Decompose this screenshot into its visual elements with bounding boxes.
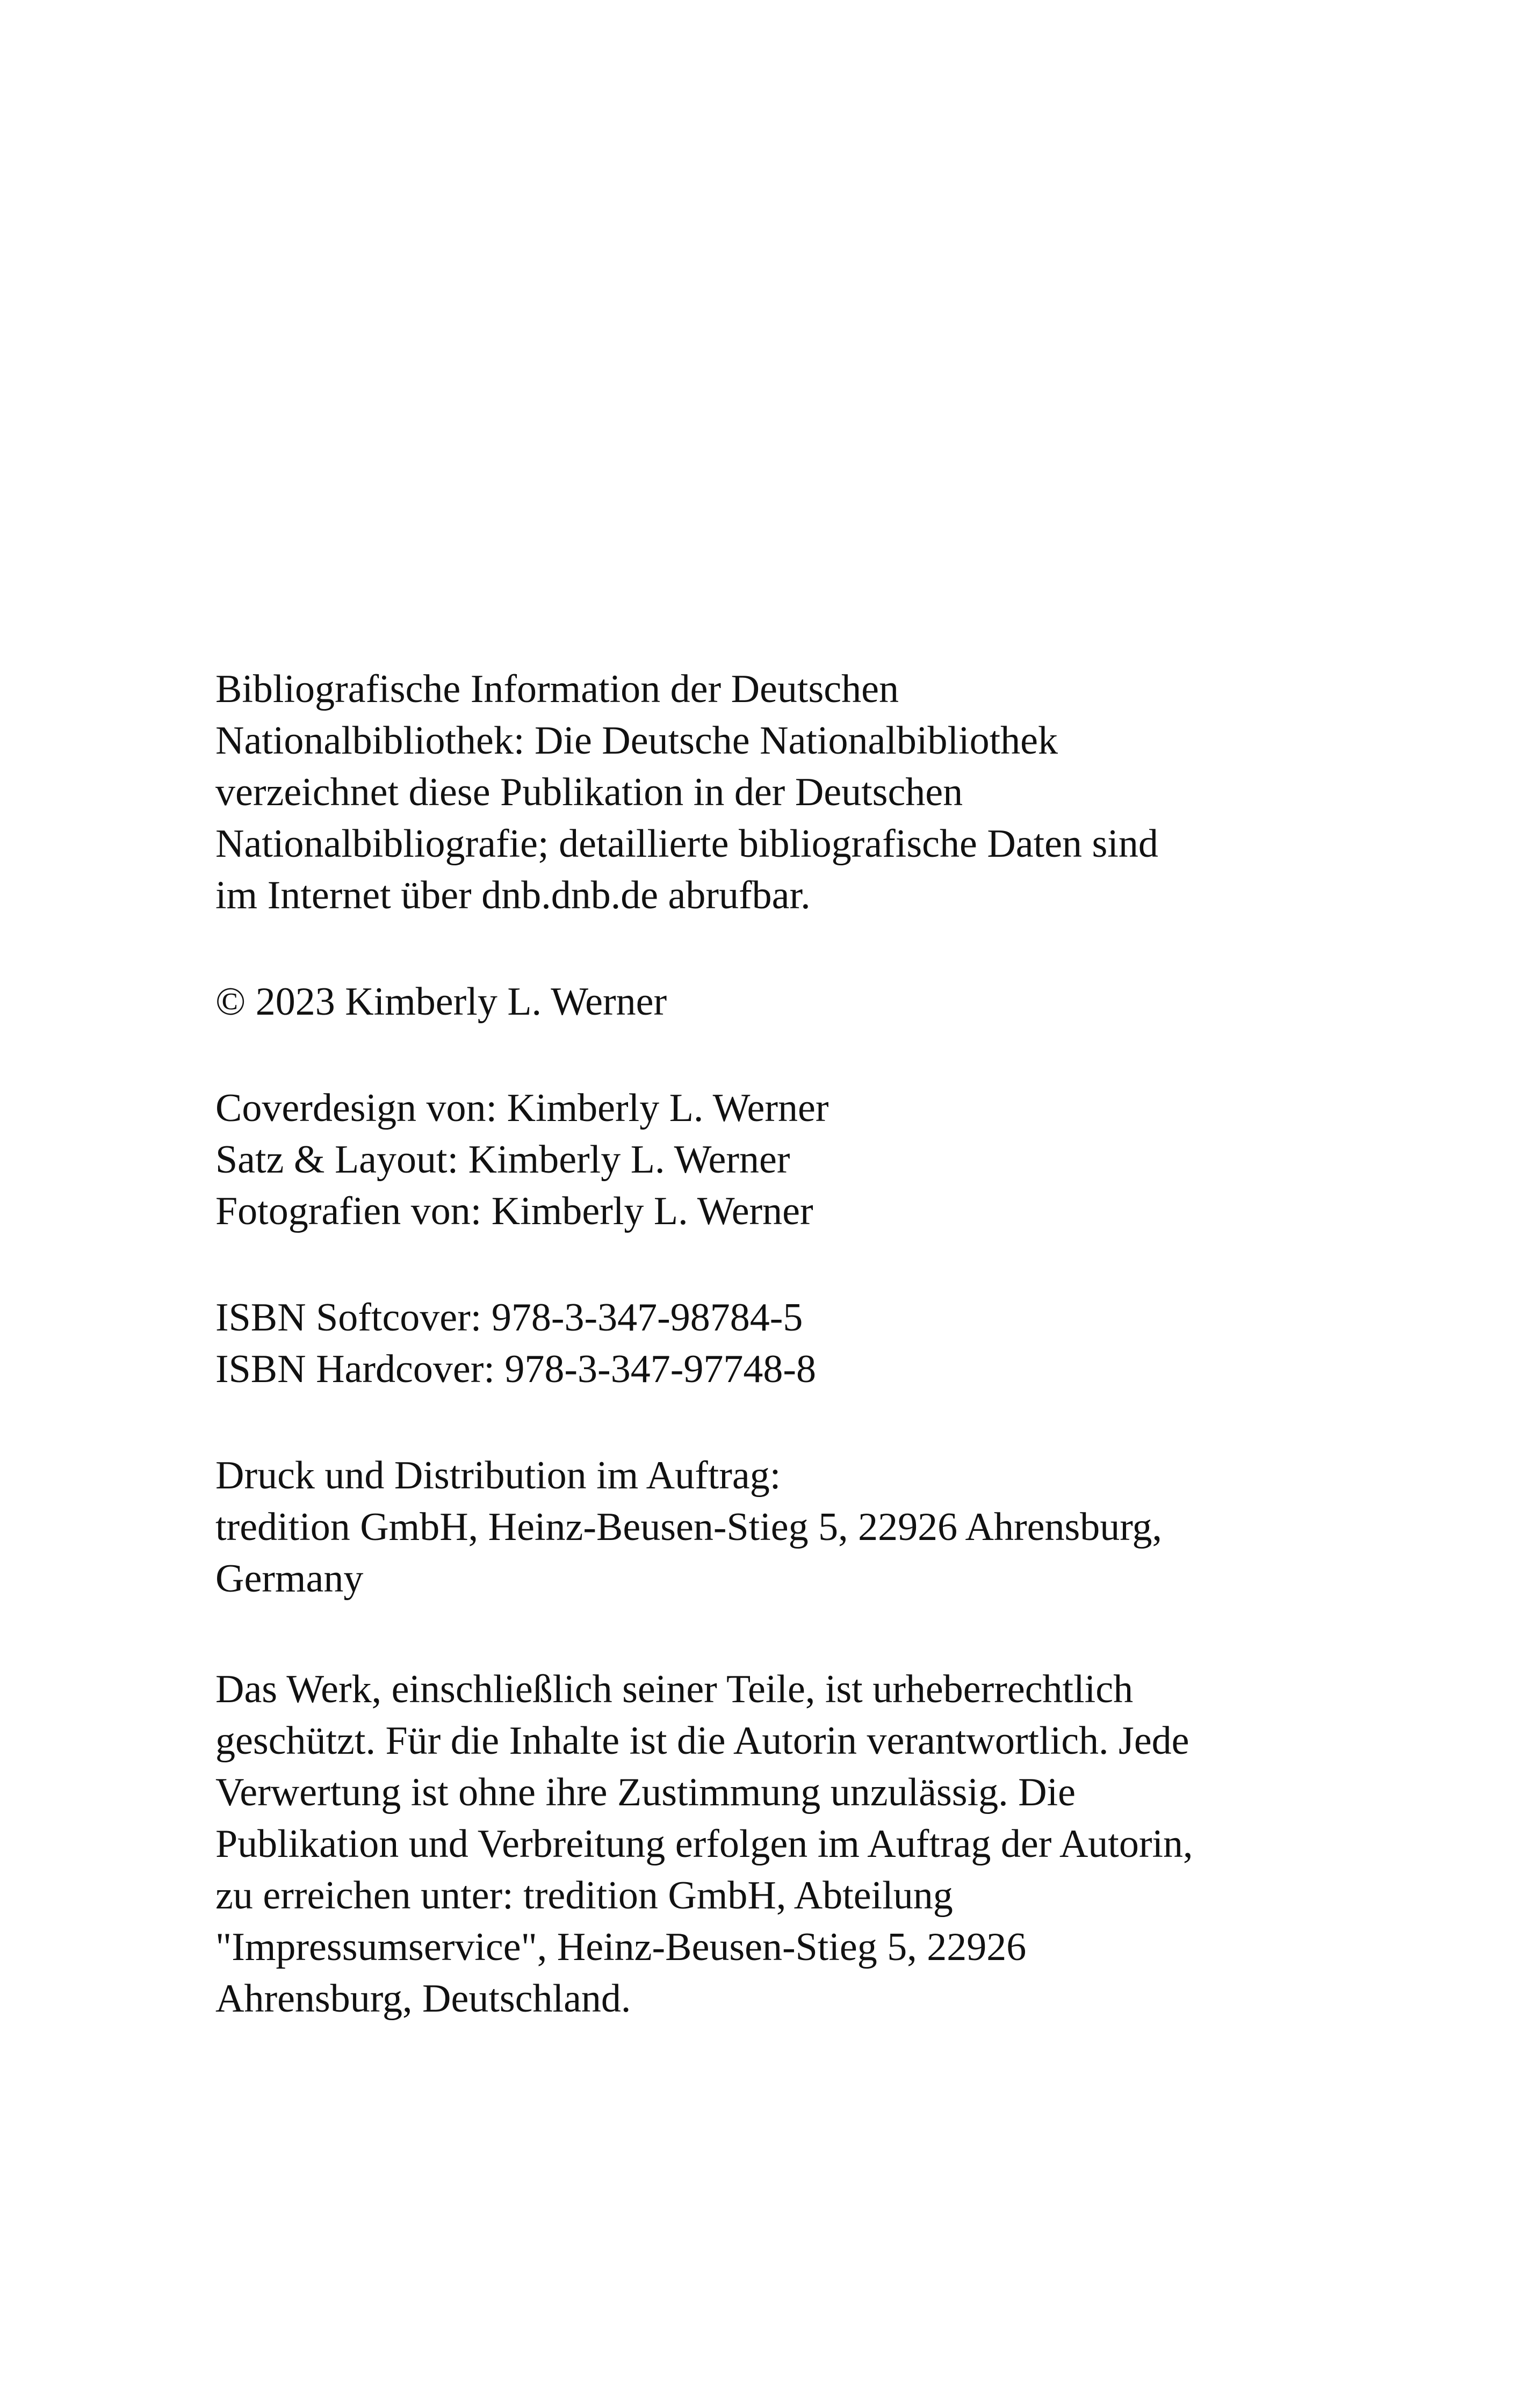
distribution-block bbox=[215, 1450, 1333, 1604]
copyright-notice bbox=[215, 976, 1333, 1028]
copyright-line: © 2023 Kimberly L. Werner bbox=[215, 980, 667, 1024]
isbn-softcover: ISBN Softcover: 978-3-347-98784-5 bbox=[215, 1296, 803, 1340]
spacer bbox=[215, 1604, 1333, 1664]
text-line: zu erreichen unter: tredition GmbH, Abteilung bbox=[215, 1874, 953, 1918]
credit-cover-design: Coverdesign von: Kimberly L. Werner bbox=[215, 1086, 829, 1130]
isbn-block bbox=[215, 1292, 1333, 1395]
text-line: Druck und Distribution im Auftrag: bbox=[215, 1454, 781, 1498]
text-line: tredition GmbH, Heinz-Beusen-Stieg 5, 22926 Ahrensburg, bbox=[215, 1505, 1163, 1549]
text-line: Ahrensburg, Deutschland. bbox=[215, 1977, 631, 2021]
text-line: Publikation und Verbreitung erfolgen im Auftrag der Autorin, bbox=[215, 1822, 1193, 1866]
spacer bbox=[215, 1395, 1333, 1450]
text-line: Germany bbox=[215, 1557, 364, 1601]
text-line: im Internet über dnb.dnb.de abrufbar. bbox=[215, 873, 811, 917]
text-line: Verwertung ist ohne ihre Zustimmung unzulässig. Die bbox=[215, 1770, 1076, 1814]
spacer bbox=[215, 1237, 1333, 1292]
credit-photos: Fotografien von: Kimberly L. Werner bbox=[215, 1189, 813, 1233]
text-line: Nationalbibliothek: Die Deutsche Nationalbibliothek bbox=[215, 719, 1058, 763]
spacer bbox=[215, 921, 1333, 976]
text-line: "Impressumservice", Heinz-Beusen-Stieg 5, 22926 bbox=[215, 1925, 1027, 1969]
credits bbox=[215, 1082, 1333, 1237]
text-line: Nationalbibliografie; detaillierte bibliografische Daten sind bbox=[215, 822, 1158, 866]
text-line: Das Werk, einschließlich seiner Teile, ist urheberrechtlich bbox=[215, 1667, 1134, 1711]
text-line: Bibliografische Information der Deutschen bbox=[215, 667, 899, 711]
imprint-page bbox=[215, 663, 1333, 2024]
bibliographic-info bbox=[215, 663, 1333, 921]
credit-layout: Satz & Layout: Kimberly L. Werner bbox=[215, 1138, 790, 1182]
text-line: geschützt. Für die Inhalte ist die Autorin verantwortlich. Jede bbox=[215, 1719, 1189, 1763]
spacer bbox=[215, 1028, 1333, 1082]
rights-notice bbox=[215, 1664, 1333, 2024]
isbn-hardcover: ISBN Hardcover: 978-3-347-97748-8 bbox=[215, 1347, 816, 1391]
text-line: verzeichnet diese Publikation in der Deutschen bbox=[215, 770, 963, 814]
